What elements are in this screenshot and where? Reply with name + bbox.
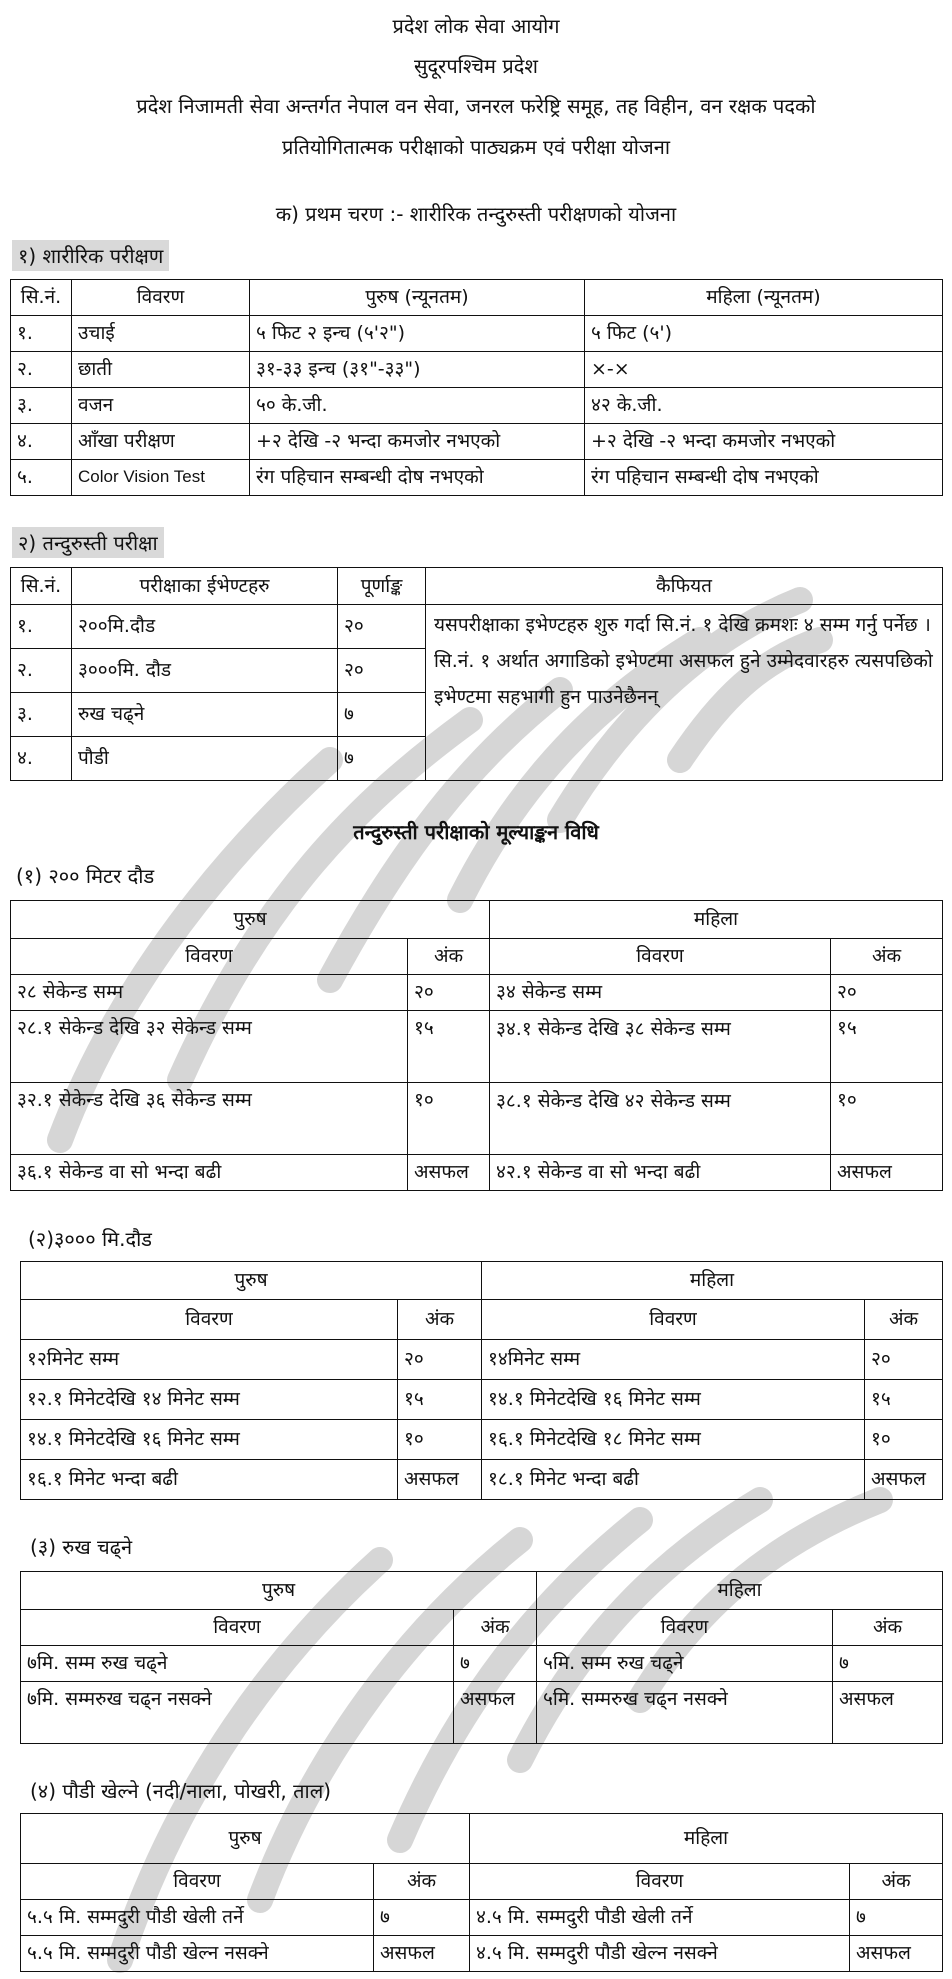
swim-heading: (४) पौडी खेल्ने (नदी/नाला, पोखरी, ताल) — [30, 1779, 332, 1803]
cell: ४.५ मि. सम्मदुरी पौडी खेली तर्ने — [470, 1900, 850, 1936]
cell: ७ — [833, 1646, 943, 1682]
cell: रंग पहिचान सम्बन्धी दोष नभएको — [585, 460, 943, 496]
cell: २८ सेकेन्ड सम्म — [11, 975, 408, 1011]
col-header-desc: विवरण — [21, 1610, 454, 1646]
cell: +२ देखि -२ भन्दा कमजोर नभएको — [585, 424, 943, 460]
cell: छाती — [72, 352, 250, 388]
cell: असफल — [833, 1682, 943, 1744]
cell: ३. — [11, 693, 72, 737]
cell: ५ फिट २ इन्च (५'२") — [250, 316, 585, 352]
fitness-test-table — [10, 567, 943, 781]
col-header-marks: अंक — [833, 1610, 943, 1646]
cell: ५ फिट (५') — [585, 316, 943, 352]
col-header-desc: विवरण — [11, 939, 408, 975]
cell: १. — [11, 605, 72, 649]
cell: ७मि. सम्म रुख चढ्ने — [21, 1646, 454, 1682]
table-row — [21, 1340, 943, 1380]
table-header-row — [11, 568, 943, 605]
fitness-test-heading: २) तन्दुरुस्ती परीक्षा — [12, 527, 164, 558]
cell: २० — [338, 649, 426, 693]
table-row — [21, 1460, 943, 1500]
cell: ५.५ मि. सम्मदुरी पौडी खेली तर्ने — [21, 1900, 374, 1936]
cell: १५ — [398, 1380, 482, 1420]
table-row — [21, 1646, 943, 1682]
col-header-desc: विवरण — [72, 280, 250, 316]
evaluation-title: तन्दुरुस्ती परीक्षाको मूल्याङ्कन विधि — [353, 820, 599, 844]
col-header-marks: अंक — [831, 939, 943, 975]
cell: ३४.१ सेकेन्ड देखि ३८ सेकेन्ड सम्म — [490, 1011, 831, 1083]
col-header-desc: विवरण — [482, 1300, 865, 1340]
stage-title: क) प्रथम चरण :- शारीरिक तन्दुरुस्ती परीक्षणको योजना — [275, 202, 677, 226]
col-header-sn: सि.नं. — [11, 568, 72, 605]
cell: १० — [831, 1083, 943, 1155]
cell: २० — [831, 975, 943, 1011]
cell: ४.५ मि. सम्मदुरी पौडी खेल्न नसक्ने — [470, 1936, 850, 1972]
cell: असफल — [398, 1460, 482, 1500]
cell: रंग पहिचान सम्बन्धी दोष नभएको — [250, 460, 585, 496]
cell: ३४ सेकेन्ड सम्म — [490, 975, 831, 1011]
cell: ७ — [374, 1900, 470, 1936]
cell: ७ — [338, 693, 426, 737]
cell: ३२.१ सेकेन्ड देखि ३६ सेकेन्ड सम्म — [11, 1083, 408, 1155]
male-header: पुरुष — [11, 901, 490, 939]
table-header-row — [11, 939, 943, 975]
col-header-marks: अंक — [374, 1864, 470, 1900]
cell: १५ — [408, 1011, 490, 1083]
table-header-row — [11, 280, 943, 316]
run200-table — [10, 900, 943, 1191]
table-row — [21, 1420, 943, 1460]
tree-table — [20, 1571, 943, 1744]
col-header-marks: अंक — [865, 1300, 943, 1340]
col-header-desc: विवरण — [470, 1864, 850, 1900]
header-line-1: प्रदेश लोक सेवा आयोग — [392, 14, 560, 38]
header-line-4: प्रतियोगितात्मक परीक्षाको पाठ्यक्रम एवं परीक्षा योजना — [281, 135, 671, 159]
cell: १४.१ मिनेटदेखि १६ मिनेट सम्म — [482, 1380, 865, 1420]
cell: १४मिनेट सम्म — [482, 1340, 865, 1380]
col-header-remarks: कैफियत — [426, 568, 943, 605]
cell: २० — [408, 975, 490, 1011]
cell: ४. — [11, 424, 72, 460]
cell: १५ — [831, 1011, 943, 1083]
col-header-desc: विवरण — [490, 939, 831, 975]
cell: ७ — [850, 1900, 943, 1936]
cell: २८.१ सेकेन्ड देखि ३२ सेकेन्ड सम्म — [11, 1011, 408, 1083]
cell: ७ — [454, 1646, 537, 1682]
table-row — [11, 388, 943, 424]
cell: १६.१ मिनेट भन्दा बढी — [21, 1460, 398, 1500]
cell: +२ देखि -२ भन्दा कमजोर नभएको — [250, 424, 585, 460]
cell: उचाई — [72, 316, 250, 352]
physical-test-table — [10, 279, 943, 496]
cell: १० — [398, 1420, 482, 1460]
cell: असफल — [865, 1460, 943, 1500]
cell: १० — [408, 1083, 490, 1155]
cell: ३६.१ सेकेन्ड वा सो भन्दा बढी — [11, 1155, 408, 1191]
table-row — [11, 460, 943, 496]
cell: १२मिनेट सम्म — [21, 1340, 398, 1380]
header-line-2: सुदूरपश्चिम प्रदेश — [414, 54, 538, 78]
table-row — [11, 424, 943, 460]
cell: असफल — [454, 1682, 537, 1744]
col-header-desc: विवरण — [21, 1300, 398, 1340]
table-header-row — [21, 1864, 943, 1900]
col-header-female: महिला (न्यूनतम) — [585, 280, 943, 316]
cell: ३०००मि. दौड — [72, 649, 338, 693]
cell: १४.१ मिनेटदेखि १६ मिनेट सम्म — [21, 1420, 398, 1460]
cell: ४२ के.जी. — [585, 388, 943, 424]
male-header: पुरुष — [21, 1572, 537, 1610]
cell: २० — [338, 605, 426, 649]
table-row — [11, 1011, 943, 1083]
cell: १. — [11, 316, 72, 352]
cell: ५मि. सम्म रुख चढ्ने — [537, 1646, 833, 1682]
gender-header-row — [11, 901, 943, 939]
col-header-marks: अंक — [850, 1864, 943, 1900]
cell: २० — [865, 1340, 943, 1380]
table-row — [11, 316, 943, 352]
run200-heading: (१) २०० मिटर दौड — [16, 864, 155, 888]
table-row — [11, 1083, 943, 1155]
table-row — [21, 1682, 943, 1744]
cell: १८.१ मिनेट भन्दा बढी — [482, 1460, 865, 1500]
cell: ३. — [11, 388, 72, 424]
gender-header-row — [21, 1262, 943, 1300]
cell: ४. — [11, 737, 72, 781]
table-header-row — [21, 1300, 943, 1340]
cell: ५० के.जी. — [250, 388, 585, 424]
gender-header-row — [21, 1814, 943, 1864]
header-line-3: प्रदेश निजामती सेवा अन्तर्गत नेपाल वन सेवा, जनरल फरेष्ट्रि समूह, तह विहीन, वन रक्षक पदको — [136, 94, 816, 118]
tree-heading: (३) रुख चढ्ने — [30, 1535, 133, 1559]
col-header-desc: विवरण — [21, 1864, 374, 1900]
col-header-full-marks: पूर्णाङ्क — [338, 568, 426, 605]
col-header-marks: अंक — [454, 1610, 537, 1646]
cell: १६.१ मिनेटदेखि १८ मिनेट सम्म — [482, 1420, 865, 1460]
cell: १० — [865, 1420, 943, 1460]
gender-header-row — [21, 1572, 943, 1610]
cell: असफल — [831, 1155, 943, 1191]
cell: ×-× — [585, 352, 943, 388]
cell: असफल — [408, 1155, 490, 1191]
cell: १२.१ मिनेटदेखि १४ मिनेट सम्म — [21, 1380, 398, 1420]
cell: Color Vision Test — [72, 460, 250, 496]
cell: २००मि.दौड — [72, 605, 338, 649]
cell: २. — [11, 649, 72, 693]
cell: असफल — [850, 1936, 943, 1972]
cell: असफल — [374, 1936, 470, 1972]
female-header: महिला — [537, 1572, 943, 1610]
remarks-cell: यसपरीक्षाका इभेण्टहरु शुरु गर्दा सि.नं. १ देखि क्रमशः ४ सम्म गर्नु पर्नेछ । सि.नं. १ अर्थात अगाडिको इभेण्टमा असफल हुने उम्मेदवारहरु त्यसपछिको इभेण्टमा सहभागी हुन पाउनेछैनन् — [426, 605, 943, 781]
col-header-marks: अंक — [408, 939, 490, 975]
table-row — [11, 1155, 943, 1191]
run3000-table — [20, 1261, 943, 1500]
cell: ७मि. सम्मरुख चढ्न नसक्ने — [21, 1682, 454, 1744]
cell: रुख चढ्ने — [72, 693, 338, 737]
table-header-row — [21, 1610, 943, 1646]
male-header: पुरुष — [21, 1814, 470, 1864]
swim-table — [20, 1813, 943, 1972]
table-row — [11, 975, 943, 1011]
female-header: महिला — [470, 1814, 943, 1864]
female-header: महिला — [490, 901, 943, 939]
col-header-sn: सि.नं. — [11, 280, 72, 316]
run3000-heading: (२)३००० मि.दौड — [28, 1227, 152, 1251]
cell: ३१-३३ इन्च (३१"-३३") — [250, 352, 585, 388]
cell: ४२.१ सेकेन्ड वा सो भन्दा बढी — [490, 1155, 831, 1191]
cell: वजन — [72, 388, 250, 424]
female-header: महिला — [482, 1262, 943, 1300]
cell: २. — [11, 352, 72, 388]
col-header-male: पुरुष (न्यूनतम) — [250, 280, 585, 316]
cell: ५.५ मि. सम्मदुरी पौडी खेल्न नसक्ने — [21, 1936, 374, 1972]
male-header: पुरुष — [21, 1262, 482, 1300]
cell: ७ — [338, 737, 426, 781]
table-row — [21, 1936, 943, 1972]
col-header-marks: अंक — [398, 1300, 482, 1340]
cell: पौडी — [72, 737, 338, 781]
physical-test-heading: १) शारीरिक परीक्षण — [12, 240, 169, 271]
cell: आँखा परीक्षण — [72, 424, 250, 460]
table-row — [11, 352, 943, 388]
cell: ३८.१ सेकेन्ड देखि ४२ सेकेन्ड सम्म — [490, 1083, 831, 1155]
cell: ५मि. सम्मरुख चढ्न नसक्ने — [537, 1682, 833, 1744]
col-header-events: परीक्षाका ईभेण्टहरु — [72, 568, 338, 605]
cell: २० — [398, 1340, 482, 1380]
cell: ५. — [11, 460, 72, 496]
cell: १५ — [865, 1380, 943, 1420]
table-row — [11, 605, 943, 649]
col-header-desc: विवरण — [537, 1610, 833, 1646]
table-row — [21, 1380, 943, 1420]
table-row — [21, 1900, 943, 1936]
